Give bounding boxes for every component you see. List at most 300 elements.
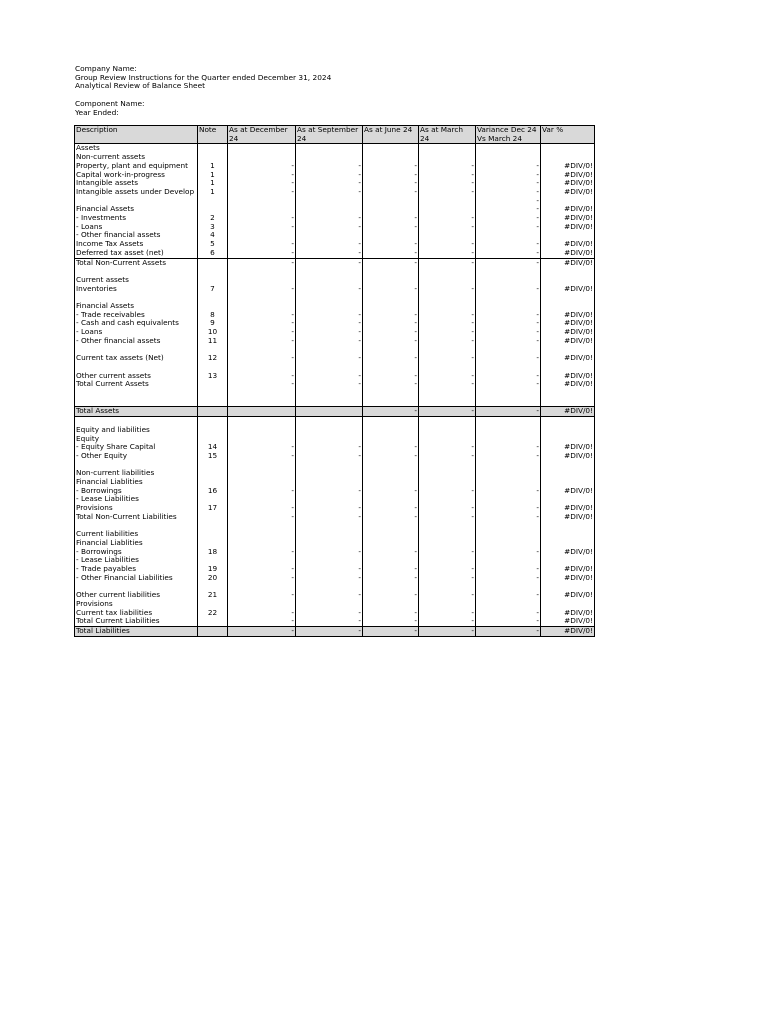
cell-var-pct[interactable]: #DIV/0! <box>541 407 595 417</box>
cell-description[interactable]: - Loans <box>75 223 198 232</box>
cell-dec24[interactable] <box>228 522 296 531</box>
cell-sep24[interactable] <box>296 302 363 311</box>
cell-dec24[interactable]: - <box>228 188 296 197</box>
cell-variance[interactable]: - <box>476 513 541 522</box>
cell-jun24[interactable]: - <box>363 249 419 258</box>
cell-mar24[interactable] <box>419 389 476 398</box>
cell-note[interactable] <box>198 556 228 565</box>
cell-jun24[interactable]: - <box>363 452 419 461</box>
cell-note[interactable] <box>198 626 228 636</box>
cell-dec24[interactable] <box>228 302 296 311</box>
cell-jun24[interactable]: - <box>363 443 419 452</box>
col-header-variance[interactable]: Variance Dec 24 Vs March 24 <box>476 126 541 144</box>
cell-mar24[interactable] <box>419 435 476 444</box>
cell-variance[interactable]: - <box>476 617 541 626</box>
cell-description[interactable]: Equity <box>75 435 198 444</box>
cell-sep24[interactable]: - <box>296 249 363 258</box>
cell-jun24[interactable]: - <box>363 258 419 267</box>
cell-var-pct[interactable]: #DIV/0! <box>541 504 595 513</box>
cell-sep24[interactable]: - <box>296 328 363 337</box>
cell-dec24[interactable]: - <box>228 504 296 513</box>
cell-sep24[interactable] <box>296 267 363 276</box>
cell-mar24[interactable]: - <box>419 179 476 188</box>
cell-dec24[interactable] <box>228 478 296 487</box>
cell-var-pct[interactable] <box>541 461 595 470</box>
cell-dec24[interactable] <box>228 426 296 435</box>
cell-dec24[interactable] <box>228 293 296 302</box>
cell-sep24[interactable] <box>296 276 363 285</box>
cell-dec24[interactable] <box>228 197 296 206</box>
cell-description[interactable]: - Investments <box>75 214 198 223</box>
cell-sep24[interactable] <box>296 582 363 591</box>
cell-mar24[interactable] <box>419 417 476 426</box>
cell-mar24[interactable]: - <box>419 171 476 180</box>
cell-sep24[interactable]: - <box>296 179 363 188</box>
cell-var-pct[interactable]: #DIV/0! <box>541 258 595 267</box>
cell-jun24[interactable]: - <box>363 223 419 232</box>
cell-sep24[interactable] <box>296 153 363 162</box>
cell-dec24[interactable]: - <box>228 452 296 461</box>
cell-mar24[interactable] <box>419 363 476 372</box>
cell-jun24[interactable] <box>363 363 419 372</box>
cell-description[interactable] <box>75 522 198 531</box>
cell-description[interactable]: Financial Assets <box>75 205 198 214</box>
cell-jun24[interactable] <box>363 495 419 504</box>
cell-variance[interactable]: - <box>476 443 541 452</box>
cell-description[interactable]: - Trade receivables <box>75 311 198 320</box>
cell-variance[interactable] <box>476 346 541 355</box>
cell-var-pct[interactable] <box>541 539 595 548</box>
cell-jun24[interactable] <box>363 302 419 311</box>
cell-dec24[interactable]: - <box>228 285 296 294</box>
cell-mar24[interactable] <box>419 522 476 531</box>
cell-description[interactable]: Deferred tax asset (net) <box>75 249 198 258</box>
cell-note[interactable]: 16 <box>198 487 228 496</box>
cell-sep24[interactable]: - <box>296 609 363 618</box>
cell-sep24[interactable]: - <box>296 311 363 320</box>
cell-jun24[interactable] <box>363 276 419 285</box>
cell-sep24[interactable]: - <box>296 223 363 232</box>
cell-dec24[interactable]: - <box>228 223 296 232</box>
cell-note[interactable]: 12 <box>198 354 228 363</box>
cell-dec24[interactable]: - <box>228 574 296 583</box>
cell-dec24[interactable] <box>228 539 296 548</box>
cell-note[interactable] <box>198 197 228 206</box>
cell-jun24[interactable] <box>363 582 419 591</box>
cell-variance[interactable] <box>476 435 541 444</box>
cell-description[interactable]: Current tax liabilities <box>75 609 198 618</box>
cell-variance[interactable] <box>476 293 541 302</box>
cell-note[interactable] <box>198 417 228 426</box>
cell-variance[interactable]: - <box>476 407 541 417</box>
cell-var-pct[interactable]: #DIV/0! <box>541 591 595 600</box>
cell-jun24[interactable] <box>363 231 419 240</box>
cell-sep24[interactable]: - <box>296 188 363 197</box>
cell-variance[interactable] <box>476 302 541 311</box>
cell-variance[interactable] <box>476 426 541 435</box>
cell-jun24[interactable] <box>363 539 419 548</box>
cell-description[interactable]: Financial Assets <box>75 302 198 311</box>
cell-variance[interactable] <box>476 556 541 565</box>
cell-note[interactable] <box>198 582 228 591</box>
cell-description[interactable]: Provisions <box>75 504 198 513</box>
cell-var-pct[interactable]: #DIV/0! <box>541 380 595 389</box>
cell-dec24[interactable] <box>228 144 296 153</box>
cell-jun24[interactable]: - <box>363 574 419 583</box>
cell-mar24[interactable]: - <box>419 214 476 223</box>
cell-var-pct[interactable] <box>541 398 595 407</box>
cell-variance[interactable]: - <box>476 548 541 557</box>
cell-note[interactable] <box>198 478 228 487</box>
cell-sep24[interactable]: - <box>296 337 363 346</box>
cell-note[interactable] <box>198 267 228 276</box>
cell-mar24[interactable]: - <box>419 162 476 171</box>
cell-jun24[interactable] <box>363 478 419 487</box>
cell-dec24[interactable] <box>228 398 296 407</box>
cell-sep24[interactable] <box>296 417 363 426</box>
cell-jun24[interactable]: - <box>363 285 419 294</box>
cell-jun24[interactable]: - <box>363 591 419 600</box>
cell-sep24[interactable]: - <box>296 513 363 522</box>
cell-sep24[interactable] <box>296 469 363 478</box>
cell-sep24[interactable] <box>296 478 363 487</box>
cell-var-pct[interactable] <box>541 426 595 435</box>
cell-mar24[interactable]: - <box>419 380 476 389</box>
cell-note[interactable]: 8 <box>198 311 228 320</box>
cell-dec24[interactable] <box>228 556 296 565</box>
cell-var-pct[interactable]: #DIV/0! <box>541 609 595 618</box>
cell-dec24[interactable]: - <box>228 617 296 626</box>
cell-var-pct[interactable]: #DIV/0! <box>541 354 595 363</box>
cell-mar24[interactable]: - <box>419 319 476 328</box>
cell-sep24[interactable] <box>296 495 363 504</box>
cell-sep24[interactable] <box>296 205 363 214</box>
cell-note[interactable] <box>198 617 228 626</box>
cell-description[interactable] <box>75 293 198 302</box>
cell-jun24[interactable] <box>363 389 419 398</box>
cell-variance[interactable] <box>476 539 541 548</box>
cell-mar24[interactable]: - <box>419 188 476 197</box>
cell-description[interactable]: Total Current Liabilities <box>75 617 198 626</box>
cell-description[interactable]: Total Current Assets <box>75 380 198 389</box>
cell-dec24[interactable] <box>228 363 296 372</box>
cell-sep24[interactable] <box>296 144 363 153</box>
cell-var-pct[interactable] <box>541 556 595 565</box>
cell-var-pct[interactable] <box>541 346 595 355</box>
cell-description[interactable]: - Other financial assets <box>75 337 198 346</box>
cell-mar24[interactable] <box>419 556 476 565</box>
cell-dec24[interactable]: - <box>228 591 296 600</box>
cell-jun24[interactable]: - <box>363 240 419 249</box>
cell-var-pct[interactable]: #DIV/0! <box>541 171 595 180</box>
cell-description[interactable] <box>75 346 198 355</box>
cell-description[interactable] <box>75 363 198 372</box>
cell-jun24[interactable] <box>363 346 419 355</box>
cell-dec24[interactable] <box>228 417 296 426</box>
cell-note[interactable]: 13 <box>198 372 228 381</box>
cell-description[interactable]: - Trade payables <box>75 565 198 574</box>
cell-jun24[interactable] <box>363 417 419 426</box>
cell-dec24[interactable]: - <box>228 513 296 522</box>
cell-sep24[interactable]: - <box>296 617 363 626</box>
cell-description[interactable]: - Loans <box>75 328 198 337</box>
cell-description[interactable]: Other current assets <box>75 372 198 381</box>
cell-note[interactable]: 19 <box>198 565 228 574</box>
cell-note[interactable] <box>198 435 228 444</box>
col-header-var-pct[interactable]: Var % <box>541 126 595 144</box>
cell-description[interactable]: Income Tax Assets <box>75 240 198 249</box>
cell-var-pct[interactable] <box>541 363 595 372</box>
cell-jun24[interactable]: - <box>363 214 419 223</box>
cell-dec24[interactable] <box>228 267 296 276</box>
cell-sep24[interactable] <box>296 407 363 417</box>
cell-note[interactable]: 20 <box>198 574 228 583</box>
cell-variance[interactable] <box>476 153 541 162</box>
cell-mar24[interactable] <box>419 398 476 407</box>
cell-description[interactable]: Financial Liablities <box>75 478 198 487</box>
cell-sep24[interactable]: - <box>296 443 363 452</box>
cell-variance[interactable]: - <box>476 249 541 258</box>
cell-variance[interactable] <box>476 495 541 504</box>
cell-note[interactable] <box>198 293 228 302</box>
cell-mar24[interactable] <box>419 293 476 302</box>
col-header-sep24[interactable]: As at September 24 <box>296 126 363 144</box>
cell-var-pct[interactable] <box>541 153 595 162</box>
cell-jun24[interactable]: - <box>363 319 419 328</box>
cell-jun24[interactable]: - <box>363 311 419 320</box>
cell-dec24[interactable] <box>228 153 296 162</box>
cell-note[interactable] <box>198 258 228 267</box>
cell-jun24[interactable]: - <box>363 380 419 389</box>
cell-var-pct[interactable] <box>541 435 595 444</box>
cell-sep24[interactable] <box>296 435 363 444</box>
cell-var-pct[interactable] <box>541 389 595 398</box>
cell-var-pct[interactable]: #DIV/0! <box>541 319 595 328</box>
cell-variance[interactable] <box>476 582 541 591</box>
cell-jun24[interactable]: - <box>363 548 419 557</box>
cell-description[interactable]: Intangible assets <box>75 179 198 188</box>
cell-var-pct[interactable] <box>541 197 595 206</box>
cell-note[interactable] <box>198 389 228 398</box>
cell-note[interactable] <box>198 522 228 531</box>
cell-description[interactable]: - Other Financial Liabilities <box>75 574 198 583</box>
cell-description[interactable]: Current assets <box>75 276 198 285</box>
cell-variance[interactable]: - <box>476 591 541 600</box>
cell-mar24[interactable]: - <box>419 574 476 583</box>
cell-mar24[interactable] <box>419 600 476 609</box>
cell-description[interactable]: Total Liabilities <box>75 626 198 636</box>
cell-sep24[interactable] <box>296 346 363 355</box>
cell-variance[interactable]: - <box>476 240 541 249</box>
cell-description[interactable]: Total Non-Current Assets <box>75 258 198 267</box>
cell-note[interactable]: 1 <box>198 171 228 180</box>
cell-note[interactable]: 7 <box>198 285 228 294</box>
cell-variance[interactable]: - <box>476 574 541 583</box>
cell-sep24[interactable]: - <box>296 162 363 171</box>
cell-mar24[interactable]: - <box>419 617 476 626</box>
cell-dec24[interactable]: - <box>228 565 296 574</box>
cell-description[interactable]: Other current liabilities <box>75 591 198 600</box>
cell-note[interactable]: 17 <box>198 504 228 513</box>
cell-note[interactable] <box>198 530 228 539</box>
cell-variance[interactable]: - <box>476 162 541 171</box>
cell-dec24[interactable]: - <box>228 626 296 636</box>
cell-note[interactable]: 1 <box>198 179 228 188</box>
cell-variance[interactable]: - <box>476 214 541 223</box>
cell-dec24[interactable] <box>228 205 296 214</box>
cell-description[interactable]: Non-current assets <box>75 153 198 162</box>
cell-dec24[interactable] <box>228 582 296 591</box>
cell-var-pct[interactable] <box>541 495 595 504</box>
cell-sep24[interactable] <box>296 398 363 407</box>
cell-jun24[interactable]: - <box>363 513 419 522</box>
cell-variance[interactable] <box>476 417 541 426</box>
cell-mar24[interactable] <box>419 495 476 504</box>
cell-sep24[interactable]: - <box>296 487 363 496</box>
cell-var-pct[interactable] <box>541 522 595 531</box>
cell-sep24[interactable]: - <box>296 548 363 557</box>
cell-variance[interactable]: - <box>476 188 541 197</box>
cell-description[interactable]: Current tax assets (Net) <box>75 354 198 363</box>
cell-mar24[interactable] <box>419 478 476 487</box>
cell-jun24[interactable] <box>363 144 419 153</box>
cell-var-pct[interactable] <box>541 231 595 240</box>
cell-dec24[interactable]: - <box>228 258 296 267</box>
col-header-jun24[interactable]: As at June 24 <box>363 126 419 144</box>
cell-mar24[interactable] <box>419 231 476 240</box>
cell-mar24[interactable]: - <box>419 328 476 337</box>
cell-jun24[interactable]: - <box>363 504 419 513</box>
cell-mar24[interactable]: - <box>419 285 476 294</box>
cell-jun24[interactable]: - <box>363 328 419 337</box>
cell-mar24[interactable]: - <box>419 443 476 452</box>
cell-variance[interactable]: - <box>476 205 541 214</box>
cell-mar24[interactable]: - <box>419 591 476 600</box>
cell-dec24[interactable]: - <box>228 548 296 557</box>
cell-jun24[interactable]: - <box>363 487 419 496</box>
cell-jun24[interactable] <box>363 426 419 435</box>
cell-mar24[interactable] <box>419 153 476 162</box>
cell-sep24[interactable] <box>296 389 363 398</box>
cell-description[interactable]: Non-current liabilities <box>75 469 198 478</box>
cell-note[interactable] <box>198 276 228 285</box>
cell-mar24[interactable] <box>419 144 476 153</box>
cell-jun24[interactable]: - <box>363 372 419 381</box>
cell-var-pct[interactable]: #DIV/0! <box>541 565 595 574</box>
cell-jun24[interactable]: - <box>363 609 419 618</box>
cell-jun24[interactable]: - <box>363 188 419 197</box>
cell-note[interactable] <box>198 398 228 407</box>
cell-variance[interactable] <box>476 276 541 285</box>
cell-variance[interactable] <box>476 530 541 539</box>
cell-jun24[interactable] <box>363 197 419 206</box>
cell-note[interactable] <box>198 426 228 435</box>
cell-dec24[interactable] <box>228 389 296 398</box>
cell-dec24[interactable]: - <box>228 372 296 381</box>
cell-note[interactable] <box>198 495 228 504</box>
cell-note[interactable] <box>198 153 228 162</box>
cell-jun24[interactable] <box>363 469 419 478</box>
cell-dec24[interactable]: - <box>228 354 296 363</box>
cell-sep24[interactable] <box>296 600 363 609</box>
cell-var-pct[interactable] <box>541 293 595 302</box>
cell-jun24[interactable] <box>363 435 419 444</box>
cell-note[interactable] <box>198 469 228 478</box>
cell-jun24[interactable]: - <box>363 617 419 626</box>
cell-sep24[interactable]: - <box>296 171 363 180</box>
cell-mar24[interactable]: - <box>419 249 476 258</box>
cell-dec24[interactable]: - <box>228 609 296 618</box>
cell-note[interactable]: 1 <box>198 162 228 171</box>
cell-var-pct[interactable]: #DIV/0! <box>541 311 595 320</box>
cell-dec24[interactable]: - <box>228 179 296 188</box>
cell-dec24[interactable]: - <box>228 443 296 452</box>
cell-jun24[interactable] <box>363 556 419 565</box>
cell-description[interactable]: Inventories <box>75 285 198 294</box>
cell-variance[interactable] <box>476 600 541 609</box>
cell-sep24[interactable] <box>296 231 363 240</box>
cell-description[interactable]: Financial Liablities <box>75 539 198 548</box>
cell-variance[interactable]: - <box>476 223 541 232</box>
cell-dec24[interactable] <box>228 600 296 609</box>
cell-sep24[interactable]: - <box>296 591 363 600</box>
cell-dec24[interactable] <box>228 435 296 444</box>
cell-var-pct[interactable] <box>541 530 595 539</box>
cell-note[interactable] <box>198 302 228 311</box>
cell-description[interactable] <box>75 582 198 591</box>
cell-sep24[interactable]: - <box>296 372 363 381</box>
cell-note[interactable]: 22 <box>198 609 228 618</box>
cell-jun24[interactable] <box>363 267 419 276</box>
cell-dec24[interactable]: - <box>228 311 296 320</box>
cell-dec24[interactable]: - <box>228 487 296 496</box>
cell-variance[interactable] <box>476 144 541 153</box>
col-header-description[interactable]: Description <box>75 126 198 144</box>
cell-description[interactable]: - Equity Share Capital <box>75 443 198 452</box>
cell-description[interactable]: Provisions <box>75 600 198 609</box>
cell-var-pct[interactable]: #DIV/0! <box>541 214 595 223</box>
cell-dec24[interactable]: - <box>228 380 296 389</box>
cell-var-pct[interactable]: #DIV/0! <box>541 240 595 249</box>
cell-var-pct[interactable] <box>541 144 595 153</box>
cell-dec24[interactable]: - <box>228 249 296 258</box>
cell-note[interactable]: 1 <box>198 188 228 197</box>
cell-variance[interactable] <box>476 363 541 372</box>
cell-var-pct[interactable] <box>541 267 595 276</box>
cell-description[interactable] <box>75 417 198 426</box>
cell-sep24[interactable] <box>296 363 363 372</box>
cell-jun24[interactable]: - <box>363 407 419 417</box>
cell-mar24[interactable] <box>419 267 476 276</box>
cell-note[interactable]: 15 <box>198 452 228 461</box>
cell-description[interactable]: - Lease Liabilities <box>75 556 198 565</box>
cell-dec24[interactable] <box>228 346 296 355</box>
cell-mar24[interactable] <box>419 461 476 470</box>
cell-description[interactable] <box>75 197 198 206</box>
cell-mar24[interactable]: - <box>419 223 476 232</box>
cell-note[interactable]: 11 <box>198 337 228 346</box>
cell-mar24[interactable]: - <box>419 452 476 461</box>
cell-var-pct[interactable] <box>541 417 595 426</box>
cell-dec24[interactable]: - <box>228 240 296 249</box>
cell-note[interactable]: 9 <box>198 319 228 328</box>
cell-jun24[interactable] <box>363 461 419 470</box>
cell-description[interactable]: - Borrowings <box>75 548 198 557</box>
cell-var-pct[interactable]: #DIV/0! <box>541 162 595 171</box>
cell-description[interactable] <box>75 461 198 470</box>
cell-var-pct[interactable] <box>541 600 595 609</box>
cell-note[interactable]: 14 <box>198 443 228 452</box>
